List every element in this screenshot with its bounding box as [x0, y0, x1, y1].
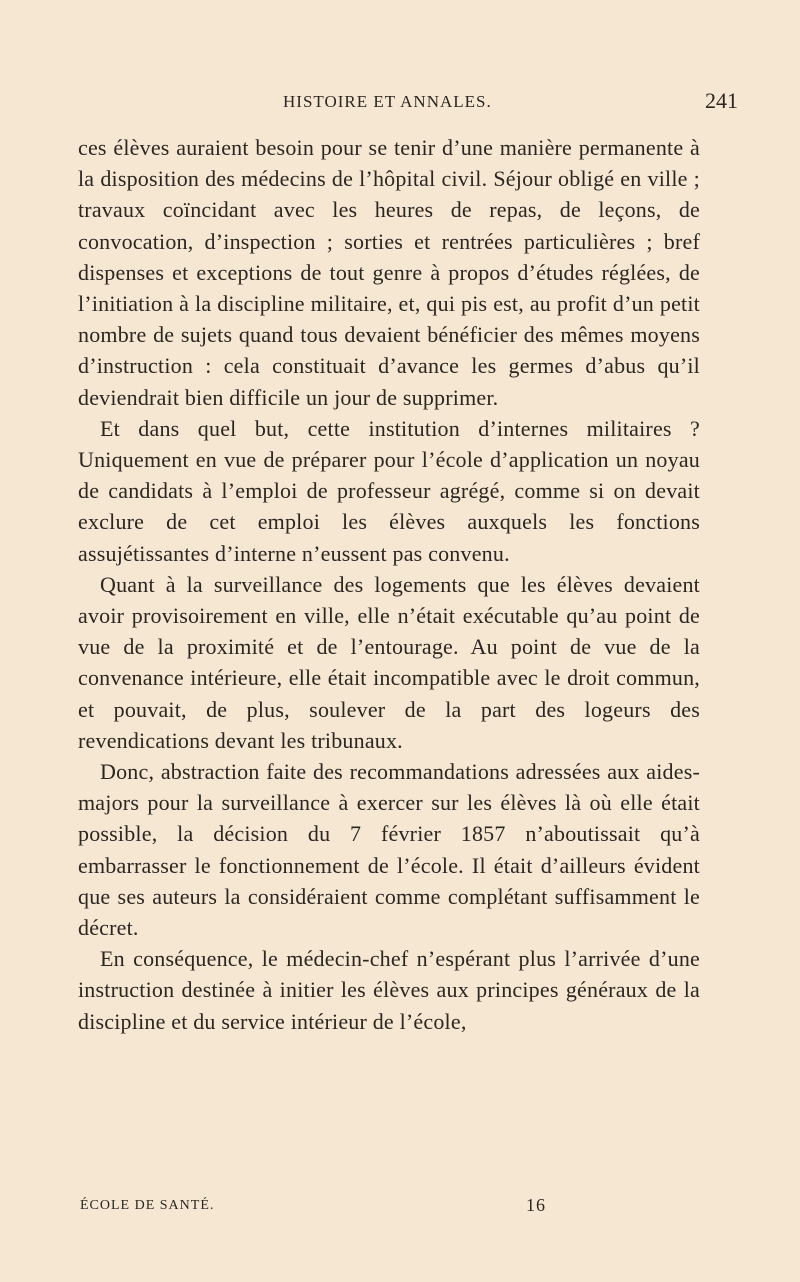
page-footer [80, 1195, 700, 1220]
paragraph-3: Quant à la surveillance des logements que les élèves devaient avoir provisoirement en ville, elle n’était exécutable qu’au point de vue de la proximité et de l’entourage. Au point de vue de la convenance intérieure, elle était incompatible avec le droit commun, et pouvait, de plus, soulever de la part des logeurs des revendications devant les tribunaux. [78, 571, 700, 753]
footer-sheet-number: 16 [526, 1195, 546, 1215]
paragraph-2: Et dans quel but, cette institution d’internes militaires ? Uniquement en vue de préparer pour l’école d’application un noyau de candidats à l’emploi de professeur agrégé, comme si on devait exclure de cet emploi les élèves auxquels les fonctions assujétissantes d’interne n’eussent pas convenu. [78, 415, 700, 566]
page-number: 241 [705, 88, 738, 113]
body-text [78, 132, 700, 1037]
paragraph-5: En conséquence, le médecin-chef n’espérant plus l’arrivée d’une instruction destinée à initier les élèves aux principes généraux de la discipline et du service intérieur de l’école, [78, 946, 700, 1034]
paragraph-4: Donc, abstraction faite des recommandations adressées aux aides-majors pour la surveillance à exercer sur les élèves là où elle était possible, la décision du 7 février 1857 n’aboutissait qu’à embarrasser le fonctionnement de l’école. Il était d’ailleurs évident que ses auteurs la considéraient comme complétant suffisamment le décret. [78, 759, 700, 941]
running-title: HISTOIRE ET ANNALES. [283, 92, 492, 111]
footer-signature: ÉCOLE DE SANTÉ. [80, 1198, 215, 1213]
paragraph-1: ces élèves auraient besoin pour se tenir d’une manière permanente à la disposition des médecins de l’hôpital civil. Séjour obligé en ville ; travaux coïncidant avec les heures de repas, de leçons, de convocation, d’inspection ; sorties et rentrées particulières ; bref dispenses et exceptions de tout genre à propos d’études réglées, de l’initiation à la discipline militaire, et, qui pis est, au profit d’un petit nombre de sujets quand tous devaient bénéficier des mêmes moyens d’instruction : cela constituait d’avance les germes d’abus qu’il deviendrait bien difficile un jour de supprimer. [78, 135, 700, 410]
